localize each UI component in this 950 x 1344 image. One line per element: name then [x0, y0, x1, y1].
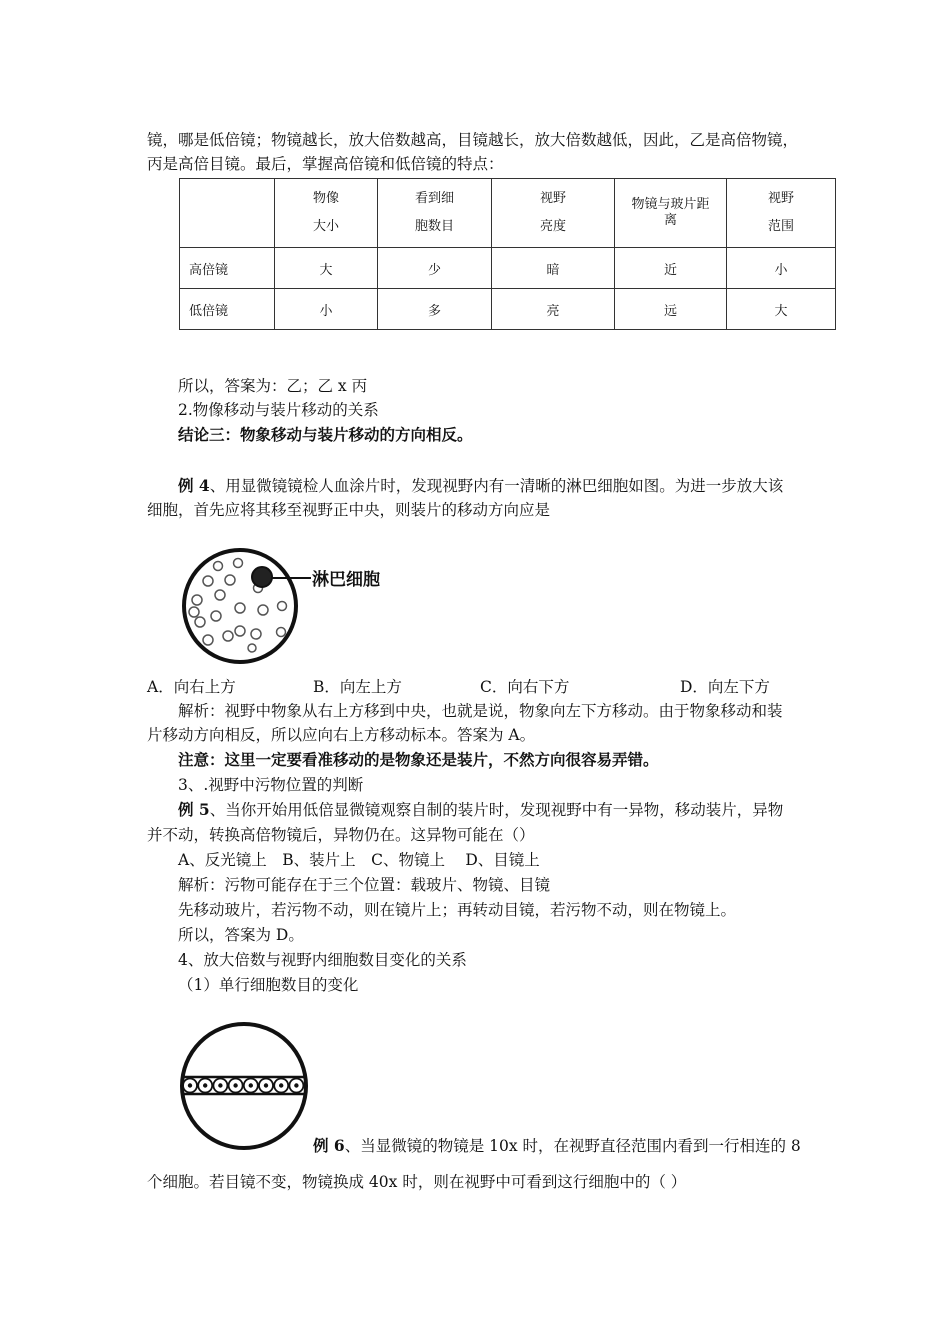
table-cell: 近	[615, 248, 727, 289]
red-blood-cell	[223, 631, 233, 641]
cell-nucleus	[249, 1083, 253, 1087]
red-blood-cell	[203, 576, 213, 586]
cell-nucleus	[233, 1083, 237, 1087]
lymphocyte-figure	[178, 548, 408, 668]
example-line: 例 6、当显微镜的物镜是 10x 时，在视野直径范围内看到一行相连的 8	[313, 1136, 801, 1155]
table-cell: 远	[615, 289, 727, 330]
red-blood-cell	[235, 603, 245, 613]
option-a: A．向右上方	[147, 678, 236, 696]
section-heading: 2.物像移动与装片移动的关系	[178, 401, 379, 419]
red-blood-cell	[195, 617, 205, 627]
red-blood-cell	[225, 575, 235, 585]
analysis-line: 解析：污物可能存在于三个位置：载玻片、物镜、目镜	[178, 876, 551, 894]
table-cell: 暗	[492, 248, 615, 289]
table-row-header: 低倍镜	[180, 289, 275, 330]
red-blood-cell	[203, 635, 213, 645]
conclusion-text: 结论三：物象移动与装片移动的方向相反。	[178, 425, 473, 444]
red-blood-cell	[277, 628, 286, 637]
options-line: A、反光镜上 B、装片上 C、物镜上 D、目镜上	[178, 851, 540, 869]
cell-nucleus	[264, 1083, 268, 1087]
example-line: 个细胞。若目镜不变，物镜换成 40x 时，则在视野中可看到这行细胞中的（ ）	[147, 1173, 687, 1191]
example-line: 细胞，首先应将其移至视野正中央，则装片的移动方向应是	[147, 501, 551, 519]
table-header-cell: 看到细 胞数目	[378, 179, 492, 248]
section-heading: 4、放大倍数与视野内细胞数目变化的关系	[178, 951, 467, 969]
red-blood-cell	[234, 559, 243, 568]
example-tag: 例 5	[178, 800, 210, 819]
table-cell: 小	[727, 248, 836, 289]
option-b: B．向左上方	[313, 678, 402, 696]
red-blood-cell	[248, 644, 256, 652]
table-cell: 少	[378, 248, 492, 289]
red-blood-cell	[258, 605, 268, 615]
cell-nucleus	[203, 1083, 207, 1087]
answer-line: 所以，答案为 D。	[178, 926, 304, 944]
table-cell: 亮	[492, 289, 615, 330]
table-row	[180, 248, 836, 289]
example-line: 例 4、用显微镜镜检人血涂片时，发现视野内有一清晰的淋巴细胞如图。为进一步放大该	[178, 476, 784, 495]
lymphocyte-cell	[252, 567, 272, 587]
table-header-cell: 视野 范围	[727, 179, 836, 248]
red-blood-cell	[192, 595, 202, 605]
answer-line: 所以，答案为：乙；乙 x 丙	[178, 377, 368, 395]
section-heading: 3、.视野中污物位置的判断	[178, 776, 364, 794]
analysis-line: 解析：视野中物象从右上方移到中央，也就是说，物象向左下方移动。由于物象移动和装	[178, 702, 783, 720]
option-d: D．向左下方	[680, 678, 770, 696]
sub-heading: （1）单行细胞数目的变化	[178, 976, 359, 994]
figure-label: 淋巴细胞	[312, 570, 380, 590]
example-tag: 例 6	[313, 1136, 345, 1155]
paragraph-line: 丙是高倍目镜。最后，掌握高倍镜和低倍镜的特点：	[147, 155, 504, 173]
table-header-cell: 物像 大小	[275, 179, 378, 248]
red-blood-cell	[235, 626, 245, 636]
option-c: C．向右下方	[480, 678, 570, 696]
cell-nucleus	[294, 1083, 298, 1087]
example-line: 例 5、当你开始用低倍显微镜观察自制的装片时，发现视野中有一异物，移动装片，异物	[178, 800, 784, 819]
red-blood-cell	[189, 607, 199, 617]
cell-row-figure	[178, 1020, 314, 1156]
cell-nucleus	[218, 1083, 222, 1087]
table-corner-cell	[180, 179, 275, 248]
red-blood-cell	[211, 611, 221, 621]
table-row	[180, 289, 836, 330]
table-header-cell: 物镜与玻片距 离	[615, 179, 727, 248]
table-cell: 大	[727, 289, 836, 330]
table-cell: 多	[378, 289, 492, 330]
paragraph-line: 镜，哪是低倍镜；物镜越长，放大倍数越高，目镜越长，放大倍数越低，因此，乙是高倍物镜，	[147, 131, 799, 149]
table-header-row	[180, 179, 836, 248]
note-text: 注意：这里一定要看准移动的是物象还是装片，不然方向很容易弄错。	[178, 750, 659, 769]
red-blood-cell	[278, 602, 287, 611]
analysis-line: 片移动方向相反，所以应向右上方移动标本。答案为 A。	[147, 726, 536, 744]
analysis-line: 先移动玻片，若污物不动，则在镜片上；再转动目镜，若污物不动，则在物镜上。	[178, 901, 737, 919]
table-cell: 小	[275, 289, 378, 330]
red-blood-cell	[251, 629, 261, 639]
red-blood-cell	[215, 590, 225, 600]
table-row-header: 高倍镜	[180, 248, 275, 289]
example-tag: 例 4	[178, 476, 210, 495]
comparison-table	[179, 178, 836, 330]
cell-row	[183, 1079, 303, 1093]
example-line: 并不动，转换高倍物镜后，异物仍在。这异物可能在（）	[147, 826, 535, 844]
table-header-cell: 视野 亮度	[492, 179, 615, 248]
cell-nucleus	[279, 1083, 283, 1087]
red-blood-cell	[214, 562, 223, 571]
cell-nucleus	[188, 1083, 192, 1087]
table-cell: 大	[275, 248, 378, 289]
